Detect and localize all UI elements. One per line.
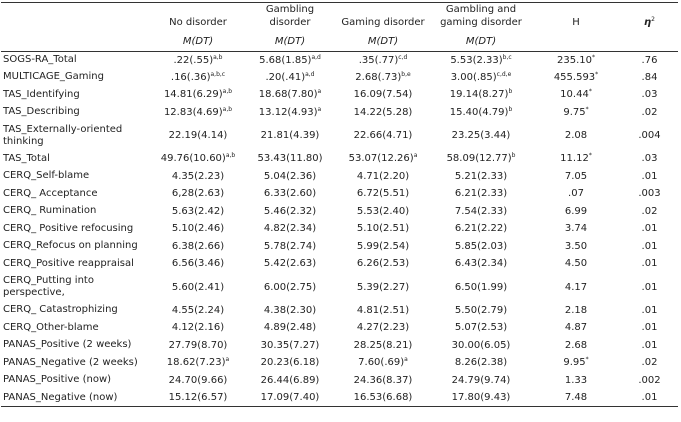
cell-value: 17.09(7.40) [260,392,320,403]
group-value-cell [335,185,431,203]
cell-value: 2.68(.73) [355,71,402,83]
cell-value: 5.10(2.51) [356,223,410,235]
table-body [1,51,678,407]
significance-superscript: * [588,152,592,160]
cell-value: .07 [568,188,584,200]
significance-superscript: b,c [502,53,512,61]
row-label: CERQ_ Rumination [3,205,97,217]
group-value-cell [431,51,531,69]
eta-value-cell: .01 [641,223,658,235]
cell-value: 24.79(9.74) [451,374,511,386]
significance-superscript: a [317,105,322,113]
header-gambling-and-gaming: Gambling and gaming disorder [440,4,522,28]
group-value-cell [151,372,245,390]
cell-value: 53.07(12.26) [348,153,414,165]
h-value-cell [531,319,621,337]
significance-superscript: c,d [398,53,408,61]
cell-value: 12.83(4.69) [163,106,223,118]
cell-value: 53.43(11.80) [257,153,323,165]
group-value-cell [245,372,335,390]
cell-value: 4.55(2.24) [171,304,225,316]
group-value-cell [335,168,431,186]
h-value-cell [531,69,621,87]
cell-value: .35(.77) [358,54,399,66]
significance-superscript: a [225,356,230,364]
cell-value: 16.09(7.54) [353,89,413,101]
group-value-cell [431,273,531,302]
cell-value: 11.12 [560,153,589,165]
eta-value-cell: .004 [638,130,661,141]
group-value-cell [151,389,245,407]
table-row [1,69,678,87]
subheader-mdt-3: M(DT) [367,35,399,47]
cell-value: 5.50(2.79) [454,304,508,316]
cell-value: 5.39(2.27) [356,281,410,293]
header-row [1,3,678,33]
group-value-cell [335,302,431,320]
cell-value: 23.25(3.44) [451,130,511,141]
group-value-cell [151,185,245,203]
significance-superscript: a,d [311,53,321,61]
significance-superscript: a,b,c [210,70,226,78]
significance-superscript: * [588,88,592,96]
header-eta [621,3,678,33]
cell-value: 15.12(6.57) [168,392,228,403]
eta-value-cell: .03 [641,89,658,101]
cell-value: 6.00(2.75) [263,281,317,293]
group-value-cell [151,319,245,337]
header-gaming-disorder: Gaming disorder [341,17,425,28]
cell-value: 5.99(2.54) [356,240,410,252]
group-value-cell [245,354,335,372]
cell-value: 30.35(7.27) [260,339,320,351]
row-label: CERQ_Other-blame [3,321,99,333]
row-label: CERQ_ Positive refocusing [3,222,134,234]
significance-superscript: a,b [213,53,223,61]
cell-value: 3.00(.85) [450,71,497,83]
cell-value: 19.14(8.27) [449,89,509,101]
header-empty-cell [1,3,151,33]
group-value-cell [151,255,245,273]
subheader-row [1,32,678,51]
group-value-cell [335,150,431,168]
group-value-cell [151,220,245,238]
group-value-cell [431,203,531,221]
cell-value: 4.81(2.51) [356,304,410,316]
group-value-cell [431,389,531,407]
eta-value-cell: .02 [641,357,658,369]
eta-value-cell: .003 [638,188,661,200]
group-value-cell [151,86,245,104]
significance-superscript: b [508,88,513,96]
cell-value: 6,28(2.63) [171,188,225,200]
cell-value: 5.21(2.33) [454,170,508,182]
header-h: H [572,17,580,28]
group-value-cell [245,168,335,186]
row-label: TAS_Identifying [3,88,80,100]
cell-value: 14.81(6.29) [163,89,223,101]
group-value-cell [335,273,431,302]
cell-value: 27.79(8.70) [168,339,228,351]
group-value-cell [431,168,531,186]
cell-value: 24.36(8.37) [353,374,413,386]
group-value-cell [431,69,531,87]
significance-superscript: a,d [305,70,315,78]
group-value-cell [431,302,531,320]
cell-value: 8.26(2.38) [454,357,508,369]
cell-value: 20.23(6.18) [260,357,320,369]
group-value-cell [245,121,335,150]
cell-value: 26.44(6.89) [260,374,320,386]
cell-value: 24.70(9.66) [168,374,228,386]
row-label: TAS_Total [3,152,50,164]
group-value-cell [335,372,431,390]
group-value-cell [245,220,335,238]
eta-value-cell: .03 [641,153,658,165]
group-value-cell [335,389,431,407]
cell-value: 58.09(12.77) [446,153,512,165]
group-value-cell [431,86,531,104]
cell-value: .16(.36) [170,71,211,83]
table-row [1,203,678,221]
eta-symbol: η [644,17,652,28]
cell-value: 3.50 [564,240,588,252]
h-value-cell [531,372,621,390]
subheader-mdt-2: M(DT) [274,35,306,47]
group-value-cell [335,255,431,273]
h-value-cell [531,86,621,104]
group-value-cell [245,238,335,256]
cell-value: 5.46(2.32) [263,205,317,217]
cell-value: 7.05 [564,170,588,182]
cell-value: 5.53(2.33) [450,54,503,66]
eta-value-cell: .84 [641,71,658,83]
subheader-empty-h [531,32,621,51]
cell-value: 5.53(2.40) [356,205,410,217]
row-label: CERQ_Self-blame [3,170,90,182]
group-value-cell [151,121,245,150]
significance-superscript: * [585,356,589,364]
cell-value: 22.66(4.71) [353,130,413,141]
cell-value: 9.75 [563,106,586,118]
row-label: PANAS_Positive (2 weeks) [3,339,132,351]
row-label: PANAS_Negative (now) [3,391,118,403]
significance-superscript: a,b [222,105,233,113]
row-label: TAS_Describing [3,106,80,118]
table-row [1,273,678,302]
cell-value: 21.81(4.39) [260,130,320,141]
group-value-cell [335,104,431,122]
table-row [1,255,678,273]
cell-value: 7.60(.69) [358,357,405,369]
group-value-cell [151,69,245,87]
eta-superscript: 2 [651,16,655,23]
group-value-cell [151,337,245,355]
significance-superscript: * [595,70,599,78]
eta-value-cell: .01 [641,258,658,270]
significance-superscript: a [317,88,322,96]
group-value-cell [431,337,531,355]
cell-value: 6.21(2.22) [454,223,508,235]
cell-value: 18.62(7.23) [166,357,226,369]
statistics-table [1,2,678,407]
group-value-cell [335,86,431,104]
cell-value: 22.19(4.14) [168,130,228,141]
row-label: PANAS_Negative (2 weeks) [3,356,138,368]
group-value-cell [431,185,531,203]
significance-superscript: * [592,53,595,61]
eta-value-cell: .76 [641,54,658,66]
group-value-cell [151,104,245,122]
row-label: PANAS_Positive (now) [3,374,112,386]
group-value-cell [335,69,431,87]
group-value-cell [335,121,431,150]
cell-value: 5.42(2.63) [263,258,317,270]
table-row [1,354,678,372]
h-value-cell [531,121,621,150]
h-value-cell [531,168,621,186]
group-value-cell [431,238,531,256]
cell-value: 18.68(7.80) [258,89,318,101]
h-value-cell [531,255,621,273]
cell-value: 5.63(2.42) [171,205,225,217]
cell-value: 13.12(4.93) [258,106,318,118]
h-value-cell [531,51,621,69]
cell-value: 6.43(2.34) [454,258,508,270]
group-value-cell [151,238,245,256]
group-value-cell [151,203,245,221]
row-label: SOGS-RA_Total [3,54,77,65]
significance-superscript: c,d,e [496,70,512,78]
h-value-cell [531,238,621,256]
cell-value: 5.60(2.41) [171,281,225,293]
cell-value: 2.08 [564,130,588,141]
group-value-cell [245,51,335,69]
h-value-cell [531,302,621,320]
significance-superscript: a [404,356,408,364]
group-value-cell [245,69,335,87]
cell-value: .22(.55) [173,54,214,66]
group-value-cell [335,319,431,337]
h-value-cell [531,203,621,221]
cell-value: 4.12(2.16) [171,322,225,334]
group-value-cell [245,203,335,221]
table-row [1,168,678,186]
table-row [1,389,678,407]
h-value-cell [531,354,621,372]
cell-value: 4.38(2.30) [263,304,317,316]
h-value-cell [531,389,621,407]
cell-value: 6.50(1.99) [454,281,508,293]
cell-value: 4.71(2.20) [356,170,410,182]
eta-value-cell: .01 [641,304,658,316]
subheader-mdt-1: M(DT) [182,35,214,47]
h-value-cell [531,150,621,168]
cell-value: 10.44 [560,89,589,101]
cell-value: 4.87 [564,322,588,334]
row-label: CERQ_Refocus on planning [3,240,138,252]
eta-value-cell: .02 [641,106,658,118]
eta-value-cell: .01 [641,322,658,334]
significance-superscript: a,b [225,152,236,160]
cell-value: 455.593 [553,71,596,83]
significance-superscript: b [508,105,513,113]
eta-value-cell: .01 [641,392,658,403]
cell-value: 2.68 [564,339,588,351]
row-label: TAS_Externally-oriented thinking [3,123,123,147]
subheader-mdt-4: M(DT) [465,35,497,47]
table-row [1,372,678,390]
significance-superscript: a,b [222,88,233,96]
cell-value: 7.54(2.33) [454,205,508,217]
cell-value: 17.80(9.43) [451,392,511,403]
cell-value: 5.04(2.36) [263,170,317,182]
eta-value-cell: .01 [641,281,658,293]
row-label: CERQ_Positive reappraisal [3,257,134,269]
cell-value: 6.72(5.51) [356,188,410,200]
group-value-cell [245,255,335,273]
cell-value: 49.76(10.60) [160,153,226,165]
group-value-cell [431,220,531,238]
group-value-cell [335,203,431,221]
cell-value: 6.99 [564,205,588,217]
cell-value: 235.10 [557,54,592,66]
eta-value-cell: .01 [641,170,658,182]
row-label: CERQ_ Acceptance [3,187,98,199]
group-value-cell [335,51,431,69]
group-value-cell [335,238,431,256]
table-row [1,185,678,203]
row-label: CERQ_Putting into perspective, [3,275,94,298]
group-value-cell [151,354,245,372]
cell-value: 4.35(2.23) [171,170,225,182]
cell-value: 5.10(2.46) [171,223,225,235]
group-value-cell [245,104,335,122]
group-value-cell [335,354,431,372]
cell-value: 7.48 [564,392,588,403]
cell-value: 6.38(2.66) [171,240,225,252]
table-row [1,86,678,104]
cell-value: 4.17 [564,281,588,293]
h-value-cell [531,185,621,203]
significance-superscript: * [585,105,589,113]
cell-value: 6.56(3.46) [171,258,225,270]
group-value-cell [151,168,245,186]
cell-value: 30.00(6.05) [451,339,511,351]
group-value-cell [151,302,245,320]
table-row [1,51,678,69]
cell-value: 16.53(6.68) [353,392,413,403]
significance-superscript: b [511,152,516,160]
table-row [1,319,678,337]
cell-value: 4.27(2.23) [356,322,410,334]
h-value-cell [531,273,621,302]
row-label: CERQ_ Catastrophizing [3,304,118,316]
table-row [1,220,678,238]
cell-value: 4.89(2.48) [263,322,317,334]
group-value-cell [245,319,335,337]
group-value-cell [431,372,531,390]
subheader-empty-eta [621,32,678,51]
eta-value-cell: .01 [641,240,658,252]
table-row [1,238,678,256]
group-value-cell [431,121,531,150]
header-no-disorder: No disorder [169,17,227,28]
significance-superscript: a [413,152,418,160]
cell-value: 5.78(2.74) [263,240,317,252]
cell-value: 15.40(4.79) [449,106,509,118]
subheader-empty [1,32,151,51]
group-value-cell [431,319,531,337]
group-value-cell [431,150,531,168]
group-value-cell [151,273,245,302]
group-value-cell [245,185,335,203]
h-value-cell [531,337,621,355]
cell-value: .20(.41) [265,71,306,83]
eta-value-cell: .002 [638,374,661,386]
group-value-cell [245,337,335,355]
cell-value: 2.18 [564,304,588,316]
group-value-cell [335,337,431,355]
group-value-cell [245,86,335,104]
cell-value: 5.07(2.53) [454,322,508,334]
eta-value-cell: .01 [641,339,658,351]
cell-value: 6.26(2.53) [356,258,410,270]
group-value-cell [245,273,335,302]
group-value-cell [245,389,335,407]
group-value-cell [151,51,245,69]
cell-value: 3.74 [564,223,588,235]
group-value-cell [431,255,531,273]
cell-value: 5.85(2.03) [454,240,508,252]
group-value-cell [431,104,531,122]
h-value-cell [531,220,621,238]
table-header [1,3,678,52]
cell-value: 6.21(2.33) [454,188,508,200]
group-value-cell [335,220,431,238]
eta-value-cell: .02 [641,205,658,217]
cell-value: 6.33(2.60) [263,188,317,200]
cell-value: 5.68(1.85) [259,54,312,66]
group-value-cell [151,150,245,168]
header-gambling-disorder: Gambling disorder [265,4,315,28]
table-row [1,104,678,122]
cell-value: 14.22(5.28) [353,106,413,118]
cell-value: 28.25(8.21) [353,339,413,351]
significance-superscript: b,e [401,70,411,78]
group-value-cell [431,354,531,372]
cell-value: 1.33 [564,374,588,386]
table-row [1,150,678,168]
table-row [1,121,678,150]
group-value-cell [245,150,335,168]
cell-value: 9.95 [563,357,586,369]
cell-value: 4.50 [564,258,588,270]
row-label: MULTICAGE_Gaming [3,71,104,83]
table-row [1,302,678,320]
table-row [1,337,678,355]
group-value-cell [245,302,335,320]
h-value-cell [531,104,621,122]
cell-value: 4.82(2.34) [263,223,317,235]
